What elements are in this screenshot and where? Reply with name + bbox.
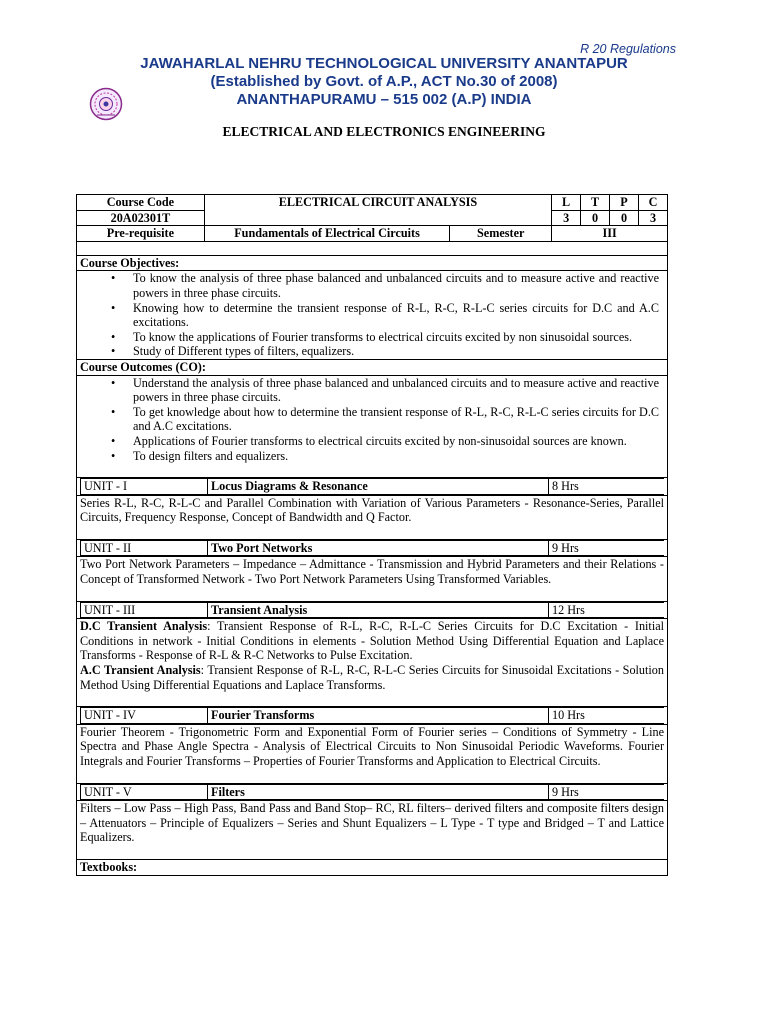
outcome-item: • To design filters and equalizers.: [133, 449, 659, 464]
unit-number: UNIT - III: [81, 602, 208, 618]
semester-label: Semester: [450, 226, 552, 242]
prerequisite-row: [77, 226, 668, 242]
unit-title: Transient Analysis: [208, 602, 549, 618]
unit-header-row: [77, 707, 668, 725]
outcome-item: • To get knowledge about how to determine the transient response of R-L, R-C, R-L-C series circuits for D.C and A.C excitations.: [133, 405, 659, 434]
unit-title: Fourier Transforms: [208, 708, 549, 724]
unit-header-row: [77, 478, 668, 496]
course-code: 20A02301T: [77, 210, 205, 226]
unit-hours: 10 Hrs: [549, 708, 665, 724]
department-title: ELECTRICAL AND ELECTRONICS ENGINEERING: [222, 124, 546, 139]
ac-transient-label: A.C Transient Analysis: [80, 663, 201, 678]
objectives-list: [80, 271, 659, 359]
ac-transient-content: : Transient Response of R-L, R-C, R-L-C Series Circuits for Sinusoidal Excitations - Solution Method Using Differential Equations and Laplace Transforms.: [80, 663, 664, 692]
outcome-item: • Applications of Fourier transforms to electrical circuits excited by non-sinusoidal sources are known.: [133, 434, 659, 449]
semester-value: III: [552, 226, 668, 242]
unit-hours: 9 Hrs: [549, 784, 665, 800]
ltpc-label-l: L: [552, 195, 581, 211]
ltpc-value-p: 0: [610, 210, 639, 226]
course-title: ELECTRICAL CIRCUIT ANALYSIS: [204, 195, 551, 226]
unit-content-row: [77, 724, 668, 783]
unit-number: UNIT - V: [81, 784, 208, 800]
unit-title: Filters: [208, 784, 549, 800]
unit-hours: 12 Hrs: [549, 602, 665, 618]
unit-content: Fourier Theorem - Trigonometric Form and Exponential Form of Fourier series – Conditions of Symmetry - Line Spectra and Phase Angle Spectra - Analysis of Electrical Circuits to Non Sinusoidal Periodic Waveforms. Fourier Integrals and Fourier Transforms – Properties of Fourier Transforms and Application to Electrical Circuits.: [77, 724, 668, 783]
unit-hours: 8 Hrs: [549, 479, 665, 495]
objectives-list-row: [77, 271, 668, 360]
unit-content: Filters – Low Pass – High Pass, Band Pass and Band Stop– RC, RL filters– derived filters and composite filters design – Attenuators – Principle of Equalizers – Series and Shunt Equalizers – L Type - T type and Bridged – T and Lattice Equalizers.: [77, 801, 668, 860]
unit-title: Two Port Networks: [208, 540, 549, 556]
dc-transient-content: : Transient Response of R-L, R-C, R-L-C Series Circuits for D.C Excitation - Initial Conditions in network - Initial Conditions in elements - Solution Method Using Differential Equation and Laplace Transforms - Response of R-L & R-C Networks to Pulse Excitation.: [80, 619, 664, 663]
spacer-row: [77, 241, 668, 255]
ltpc-label-c: C: [639, 195, 668, 211]
unit-header-row: [77, 783, 668, 801]
objective-item: • Study of Different types of filters, equalizers.: [133, 344, 659, 359]
unit-content: Series R-L, R-C, R-L-C and Parallel Combination with Variation of Various Parameters - Resonance-Series, Parallel Circuits, Frequency Response, Concept of Bandwidth and Q Factor.: [77, 495, 668, 539]
outcomes-heading-row: [77, 359, 668, 375]
unit-content-row: [77, 557, 668, 601]
prerequisite-label: Pre-requisite: [77, 226, 205, 242]
unit-header-row: [77, 601, 668, 619]
unit-content: Two Port Network Parameters – Impedance – Admittance - Transmission and Hybrid Parameters and their Relations - Concept of Transformed Network - Two Port Network Parameters Using Transformed Variables.: [77, 557, 668, 601]
unit-number: UNIT - II: [81, 540, 208, 556]
unit-content-row: [77, 801, 668, 860]
university-name: JAWAHARLAL NEHRU TECHNOLOGICAL UNIVERSITY ANANTAPUR: [140, 55, 628, 72]
ltpc-value-t: 0: [581, 210, 610, 226]
dc-transient-label: D.C Transient Analysis: [80, 619, 208, 634]
ltpc-label-p: P: [610, 195, 639, 211]
course-syllabus-table: [76, 194, 668, 876]
regulation-label: R 20 Regulations: [580, 42, 676, 56]
ltpc-value-c: 3: [639, 210, 668, 226]
unit-number: UNIT - I: [81, 479, 208, 495]
unit-header-row: [77, 539, 668, 557]
established-line: (Established by Govt. of A.P., ACT No.30 of 2008): [210, 73, 558, 90]
course-code-label: Course Code: [77, 195, 205, 211]
objective-item: • Knowing how to determine the transient response of R-L, R-C, R-L-C series circuits for D.C and A.C excitations.: [133, 301, 659, 330]
ltpc-value-l: 3: [552, 210, 581, 226]
unit-hours: 9 Hrs: [549, 540, 665, 556]
objectives-heading: Course Objectives:: [77, 255, 668, 271]
objectives-heading-row: [77, 255, 668, 271]
unit-number: UNIT - IV: [81, 708, 208, 724]
address-line: ANANTHAPURAMU – 515 002 (A.P) INDIA: [236, 91, 532, 108]
textbooks-heading: Textbooks:: [77, 859, 668, 875]
outcomes-list-row: [77, 375, 668, 478]
university-seal-icon: [89, 87, 123, 121]
course-code-row: [77, 195, 668, 211]
unit-content: [77, 619, 668, 707]
outcomes-heading: Course Outcomes (CO):: [77, 359, 668, 375]
prerequisite-value: Fundamentals of Electrical Circuits: [204, 226, 449, 242]
textbooks-row: [77, 859, 668, 875]
outcome-item: • Understand the analysis of three phase balanced and unbalanced circuits and to measure active and reactive powers in three phase circuits.: [133, 376, 659, 405]
objective-item: • To know the applications of Fourier transforms to electrical circuits excited by non sinusoidal sources.: [133, 330, 659, 345]
unit-content-row: [77, 495, 668, 539]
objective-item: • To know the analysis of three phase balanced and unbalanced circuits and to measure active and reactive powers in three phase circuits.: [133, 271, 659, 300]
unit-content-row: [77, 619, 668, 707]
unit-title: Locus Diagrams & Resonance: [208, 479, 549, 495]
outcomes-list: [80, 376, 659, 464]
ltpc-label-t: T: [581, 195, 610, 211]
